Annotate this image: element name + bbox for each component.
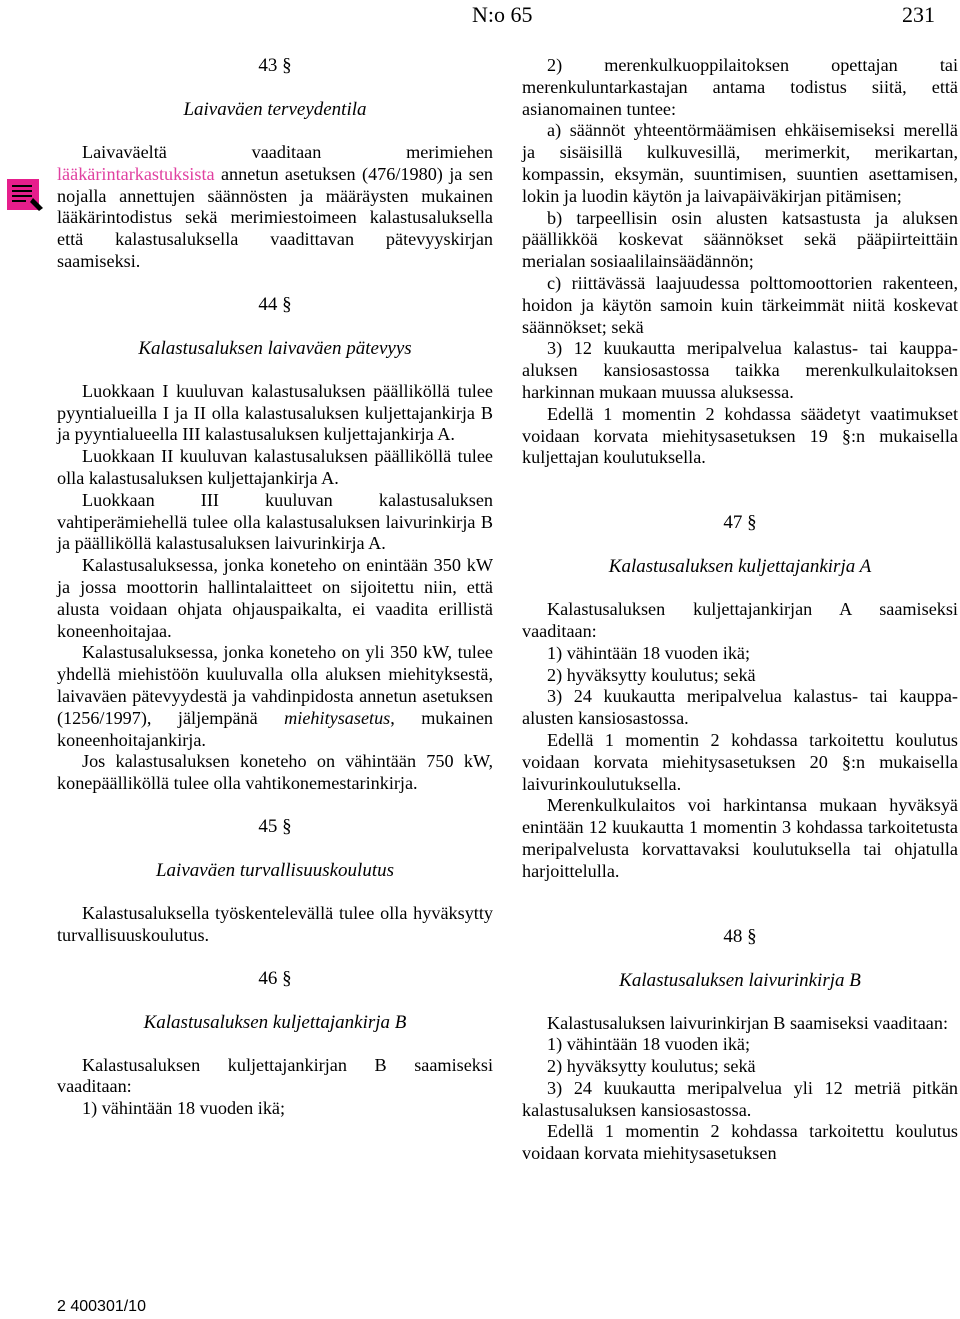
section-44-number: 44 §	[258, 293, 292, 315]
section-47-item-2: 2) hyväksytty koulutus; sekä	[547, 664, 756, 685]
section-46-item-2: 2) merenkulkuoppilaitoksen opettajan tai merenkuluntarkastajan antama todistus siitä, että asianomainen tuntee:	[522, 55, 958, 119]
section-47-paragraph-2: Edellä 1 momentin 2 kohdassa tarkoitettu koulutus voidaan korvata miehitysasetuksen 20 §:n mukaisella laivurinkoulutuksella.	[522, 729, 958, 794]
section-46-item-1: 1) vähintään 18 vuoden ikä;	[82, 1098, 286, 1119]
section-47-item-1: 1) vähintään 18 vuoden ikä;	[547, 642, 751, 663]
section-47-paragraph-3: Merenkulkulaitos voi harkintansa mukaan hyväksyä enintään 12 kuukautta 1 momentin 3 kohdassa tarkoitetusta meripalvelusta korvattavaksi koulutuksella tai ohjatulla harjoittelulla.	[522, 795, 958, 881]
section-48-number: 48 §	[723, 925, 757, 947]
section-44-paragraph-2: Luokkaan II kuuluvan kalastusaluksen päälliköllä tulee olla kalastusaluksen kuljettajankirja A.	[57, 446, 493, 488]
section-46-item-2b: b) tarpeellisin osin alusten katsastusta ja aluksen päällikköä koskevat säännökset sekä pääpiirteittäin merialan sosiaalilainsäädännön;	[522, 207, 958, 272]
section-48-title: Kalastusaluksen laivurinkirja B	[619, 969, 861, 991]
section-48-item-3: 3) 24 kuukautta meripalvelua yli 12 metriä pitkän kalastusaluksen kansiosastossa.	[522, 1077, 958, 1120]
issue-number: N:o 65	[472, 2, 533, 27]
section-44-title: Kalastusaluksen laivaväen pätevyys	[138, 337, 412, 359]
section-48-paragraph-2: Edellä 1 momentin 2 kohdassa tarkoitettu koulutus voidaan korvata miehitysasetuksen	[522, 1121, 958, 1164]
section-46-item-3: 3) 12 kuukautta meripalvelua kalastus- tai kauppa-aluksen kansiosastossa taikka merenkulkulaitoksen harkinnan mukaan muussa aluksessa.	[522, 338, 958, 402]
section-43-title: Laivaväen terveydentila	[183, 99, 367, 120]
section-45-title: Laivaväen turvallisuuskoulutus	[155, 859, 394, 881]
section-44-paragraph-6: Jos kalastusaluksen koneteho on vähintään 750 kW, konepäälliköllä tulee olla vahtikonemestarinkirja.	[57, 751, 493, 794]
note-icon[interactable]	[6, 178, 44, 212]
section-48-paragraph-1: Kalastusaluksen laivurinkirjan B saamiseksi vaaditaan:	[547, 1012, 949, 1033]
right-column	[522, 55, 958, 1165]
section-46-item-2a: a) säännöt yhteentörmäämisen ehkäisemiseksi merellä ja sisäisillä kulkuvesillä, merimerkit, merikartan, kompassin, eksymän, suuntimisen, suuntien asettamisen, lokin ja luodin käytön ja laivapäiväkirjan pitämisen;	[522, 120, 958, 206]
section-43-paragraph: Laivaväeltä vaaditaan merimiehen lääkärintarkastuksista annetun asetuksen (476/1980) ja sen nojalla annettujen säännösten ja määräysten mukainen lääkärintodistus sekä merimiestoimeen kalastusaluksella että kalastusaluksella vaadittavan pätevyyskirjan saamiseksi.	[57, 142, 493, 271]
section-44-paragraph-3: Luokkaan III kuuluvan kalastusaluksen vahtiperämiehellä tulee olla kalastusaluksen laivurinkirja B ja päälliköllä kalastusaluksen laivurinkirja A.	[57, 489, 493, 554]
section-46-title: Kalastusaluksen kuljettajankirja B	[143, 1011, 407, 1033]
section-44-paragraph-1: Luokkaan I kuuluvan kalastusaluksen päälliköllä tulee pyyntialueilla I ja II olla kalastusaluksen kuljettajankirja B ja pyyntialueella III kalastusaluksen kuljettajankirja A.	[57, 380, 493, 445]
footer-code: 2 400301/10	[57, 1298, 146, 1315]
page-number: 231	[902, 2, 935, 27]
left-column	[57, 55, 493, 1120]
section-43-number: 43 §	[258, 55, 292, 76]
section-47-paragraph-1: Kalastusaluksen kuljettajankirjan A saamiseksi vaaditaan:	[522, 599, 958, 641]
section-47-item-3: 3) 24 kuukautta meripalvelua kalastus- tai kauppa-alusten kansiosastossa.	[522, 686, 958, 729]
section-45-number: 45 §	[258, 815, 292, 837]
section-44-paragraph-4: Kalastusaluksessa, jonka koneteho on enintään 350 kW ja jossa moottorin hallintalaitteet on sijoitettu niin, että alusta voidaan ohjata ohjauspaikalta, ei vaadita erillistä koneenhoitajaa.	[57, 555, 493, 641]
section-46-item-2c: c) riittävässä laajuudessa polttomoottorien rakenteen, hoidon ja käytön samoin kuin tärkeimmät niitä koskevat säännökset; sekä	[522, 272, 958, 337]
section-46-paragraph-2: Edellä 1 momentin 2 kohdassa säädetyt vaatimukset voidaan korvata miehitysasetuksen 19 §:n mukaisella kuljettajan koulutuksella.	[522, 403, 958, 468]
law-link[interactable]: lääkärintarkastuksista	[57, 163, 215, 184]
section-44-paragraph-5: Kalastusaluksessa, jonka koneteho on yli 350 kW, tulee yhdellä miehistöön kuuluvalla olla aluksen miehityksestä, laivaväen pätevyydestä ja vahdinpidosta annetun asetuksen (1256/1997), jäljempänä miehitysasetus, mukainen koneenhoitajankirja.	[57, 642, 493, 750]
section-46-number: 46 §	[258, 967, 292, 989]
section-45-paragraph: Kalastusaluksella työskentelevällä tulee olla hyväksytty turvallisuuskoulutus.	[57, 902, 493, 945]
section-46-paragraph: Kalastusaluksen kuljettajankirjan B saamiseksi vaaditaan:	[57, 1054, 493, 1097]
section-48-item-2: 2) hyväksytty koulutus; sekä	[547, 1056, 756, 1077]
section-47-number: 47 §	[723, 512, 757, 534]
section-47-title: Kalastusaluksen kuljettajankirja A	[608, 556, 872, 578]
section-48-item-1: 1) vähintään 18 vuoden ikä;	[547, 1034, 751, 1055]
